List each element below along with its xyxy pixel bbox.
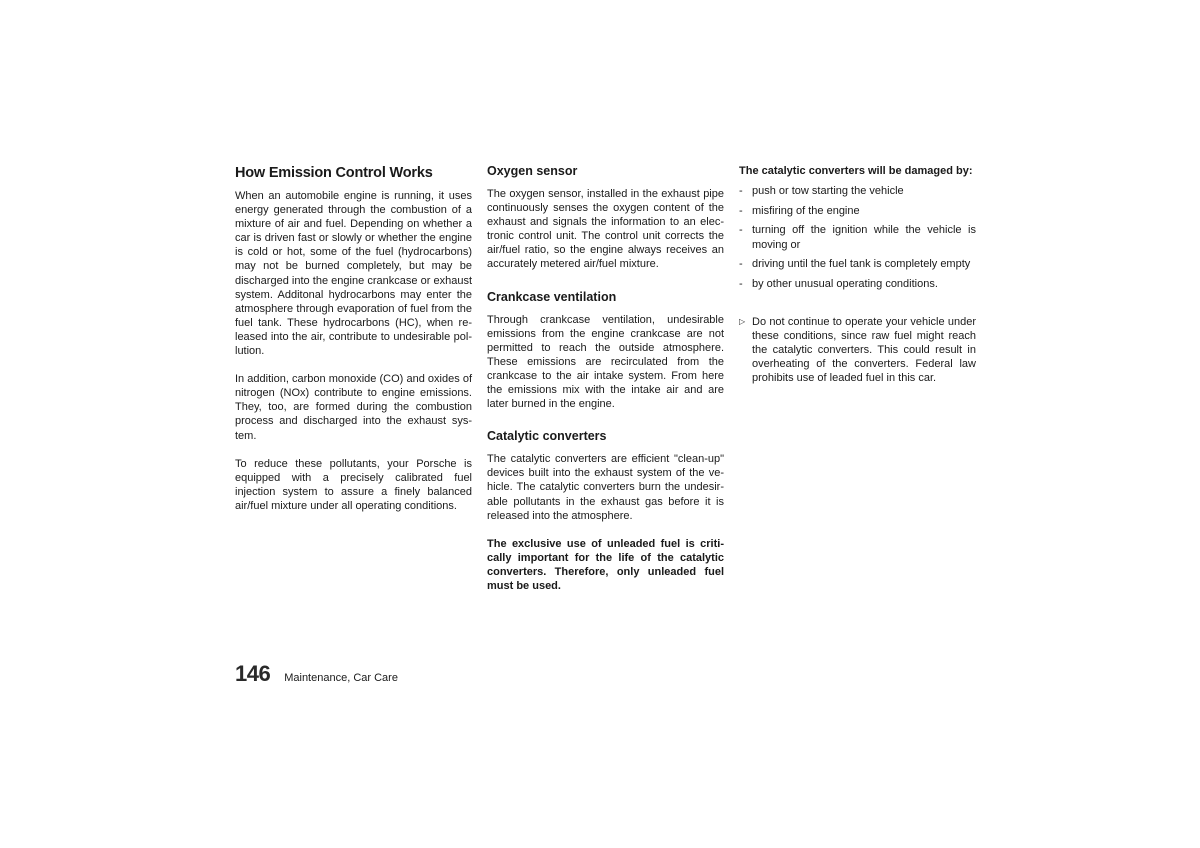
list-item-text: driving until the fuel tank is completely empty xyxy=(752,258,971,271)
caution-note xyxy=(739,315,976,385)
list-item xyxy=(739,257,976,271)
damage-lead-text: The catalytic converters will be damaged by: xyxy=(739,165,973,177)
co-nox-paragraph: In addition, carbon monoxide (CO) and oxides of nitrogen (NOx) contribute to engine emissions. They, too, are formed during the combustion process and discharged into the exhaust system. xyxy=(235,373,472,442)
triangle-bullet-icon: ▷ xyxy=(739,317,746,327)
crankcase-ventilation-heading: Crankcase ventilation xyxy=(487,289,617,304)
catalytic-converters-text: The catalytic converters are efficient "clean-up" devices built into the exhaust system of the vehicle. The catalytic converters burn the undesirable pollutants in the exhaust gas before it is released into the atmosphere. xyxy=(487,453,724,522)
dash-marker: - xyxy=(739,277,743,290)
list-item-text: by other unusual operating conditions. xyxy=(752,277,938,290)
column-damage-warnings xyxy=(739,162,976,386)
list-item-text: turning off the ignition while the vehicle is moving or xyxy=(752,224,976,251)
column-emission-control xyxy=(235,162,472,513)
catalytic-converters-heading: Catalytic converters xyxy=(487,429,607,444)
list-item xyxy=(739,223,976,251)
dash-marker: - xyxy=(739,224,743,237)
dash-marker: - xyxy=(739,258,743,271)
page-title: How Emission Control Works xyxy=(235,165,433,181)
list-item xyxy=(739,204,976,218)
dash-marker: - xyxy=(739,204,743,217)
oxygen-sensor-text: The oxygen sensor, installed in the exhaust pipe continuously senses the oxygen content of the exhaust and signals the information to an electronic control unit. The control unit corrects the air/fuel ratio, so the engine always receives an accurately metered air/fuel mixture. xyxy=(487,188,724,271)
damage-causes-list xyxy=(739,184,976,291)
page-footer xyxy=(235,660,398,688)
intro-paragraph: When an automobile engine is running, it uses energy generated through the combustion of a mixture of air and fuel. Depending on whether a car is driven fast or slowly or whether the engine is cold or hot, some of the fuel (hydrocarbons) may not be burned completely, but may be discharged into the engine crankcase or exhaust system. Additonal hydrocarbons may enter the atmosphere through evaporation of fuel from the fuel tank. These hydrocarbons (HC), when released into the air, contribute to undesirable pollution. xyxy=(235,190,472,358)
unleaded-fuel-warning: The exclusive use of unleaded fuel is critically important for the life of the catalytic converters. Therefore, only unleaded fuel must be used. xyxy=(487,537,724,592)
oxygen-sensor-heading: Oxygen sensor xyxy=(487,164,578,178)
caution-note-text: Do not continue to operate your vehicle under these conditions, since raw fuel might reach the catalytic converters. This could result in overheating of the converters. Federal law prohibits use of leaded fuel in this car. xyxy=(752,316,976,385)
list-item-text: misfiring of the engine xyxy=(752,204,860,217)
list-item xyxy=(739,184,976,198)
crankcase-ventilation-text: Through crankcase ventilation, undesirable emissions from the engine crankcase are not permitted to reach the outside atmosphere. These emissions are recirculated from the crankcase to the air intake system. From here the emissions mix with the intake air and are later burned in the engine. xyxy=(487,313,724,411)
dash-marker: - xyxy=(739,185,743,198)
list-item-text: push or tow starting the vehicle xyxy=(752,185,904,198)
section-name: Maintenance, Car Care xyxy=(284,672,398,684)
fuel-injection-paragraph: To reduce these pollutants, your Porsche is equipped with a precisely calibrated fuel injection system to assure a finely balanced air/fuel mixture under all operating conditions. xyxy=(235,457,472,512)
page-number: 146 xyxy=(235,661,271,686)
column-components xyxy=(487,162,724,593)
list-item xyxy=(739,277,976,291)
